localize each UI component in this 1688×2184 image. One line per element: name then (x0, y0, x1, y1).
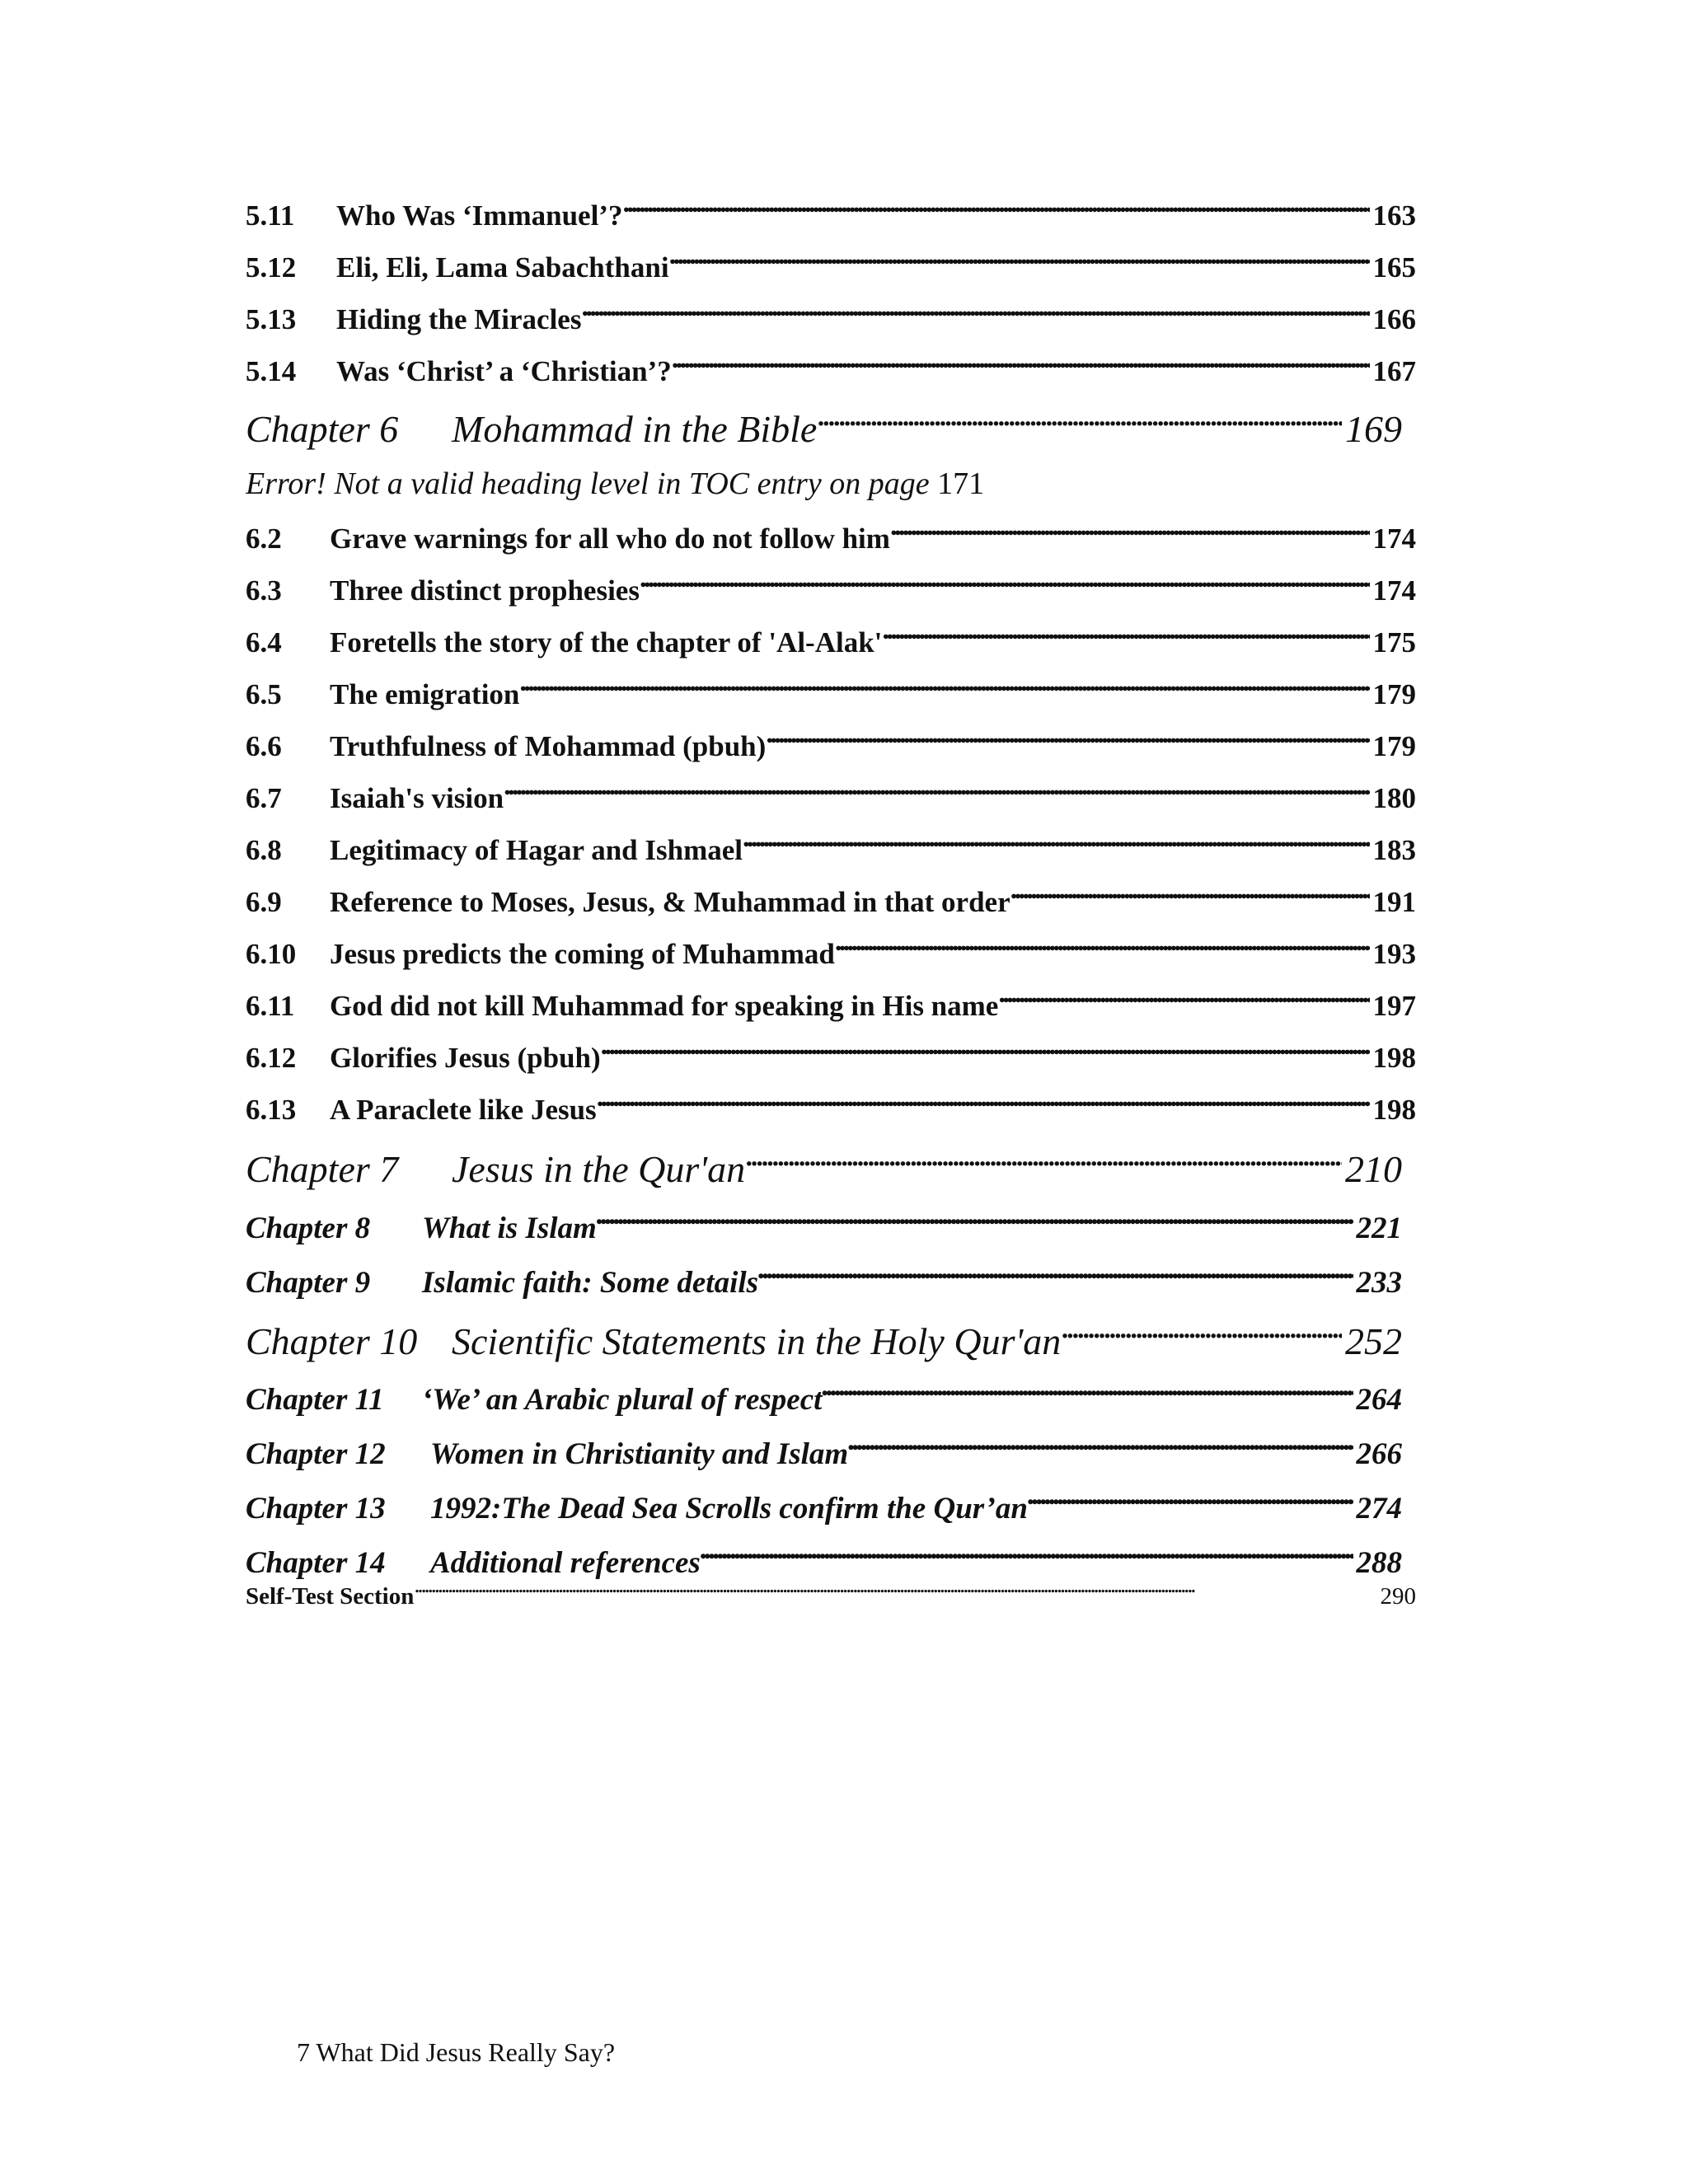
page-number: 197 (1372, 990, 1416, 1022)
dot-leader (758, 1262, 1353, 1292)
toc-entry-5-11[interactable] (246, 196, 1416, 232)
dot-leader (519, 675, 1369, 704)
page-number: 221 (1356, 1212, 1402, 1245)
toc-entry-6-3[interactable] (246, 571, 1416, 607)
dot-leader (1061, 1316, 1342, 1354)
page-number: 198 (1372, 1042, 1416, 1074)
section-number: 5.14 (246, 355, 297, 387)
toc-chapter-12[interactable] (246, 1433, 1402, 1472)
dot-leader (669, 248, 1370, 277)
toc-entry-6-6[interactable] (246, 727, 1416, 763)
toc-entry-6-4[interactable] (246, 623, 1416, 659)
toc-entry-6-7[interactable] (246, 779, 1416, 815)
section-number: 6.5 (246, 678, 282, 710)
toc-entry-6-12[interactable] (246, 1038, 1416, 1075)
toc-chapter-8[interactable] (246, 1207, 1402, 1246)
toc-entry-5-13[interactable] (246, 300, 1416, 336)
chapter-title: Scientific Statements in the Holy Qur'an (452, 1320, 1062, 1362)
dot-leader (1028, 1488, 1353, 1518)
section-title: Glorifies Jesus (pbuh) (330, 1042, 601, 1074)
chapter-title: 1992:The Dead Sea Scrolls confirm the Qur’an (430, 1492, 1028, 1526)
section-title: Three distinct prophesies (330, 574, 640, 607)
section-number: 6.2 (246, 523, 282, 555)
toc-self-test-section[interactable] (246, 1580, 1416, 1610)
section-title: Grave warnings for all who do not follow him (330, 523, 890, 555)
chapter-label: Chapter 8 (246, 1212, 371, 1245)
chapter-title: Islamic faith: Some details (422, 1266, 759, 1300)
page-number: 163 (1372, 199, 1416, 232)
page-number: 180 (1372, 782, 1416, 814)
chapter-title: What is Islam (422, 1212, 597, 1245)
chapter-label: Chapter 6 (246, 408, 399, 450)
page-number: 175 (1372, 626, 1416, 658)
toc-entry-6-11[interactable] (246, 987, 1416, 1023)
section-number: 6.13 (246, 1094, 297, 1126)
page-number: 179 (1372, 730, 1416, 762)
dot-leader (504, 779, 1369, 808)
dot-leader (414, 1580, 1376, 1604)
dot-leader (672, 352, 1370, 381)
toc-chapter-13[interactable] (246, 1488, 1402, 1526)
page-footer: 7 What Did Jesus Really Say? (297, 2037, 616, 2067)
page-number: 183 (1372, 834, 1416, 866)
chapter-label: Chapter 13 (246, 1492, 386, 1526)
section-title: Isaiah's vision (330, 782, 504, 814)
chapter-title: Additional references (430, 1546, 701, 1580)
section-number: 6.6 (246, 730, 282, 762)
page-number: 210 (1345, 1148, 1402, 1190)
dot-leader (622, 196, 1369, 225)
dot-leader (743, 831, 1369, 860)
section-title: Eli, Eli, Lama Sabachthani (336, 251, 669, 284)
toc-error-line (246, 466, 984, 502)
page-number: 252 (1345, 1320, 1402, 1362)
toc-entry-6-13[interactable] (246, 1090, 1416, 1127)
toc-entry-6-5[interactable] (246, 675, 1416, 711)
dot-leader (766, 727, 1369, 756)
chapter-title: Jesus in the Qur'an (452, 1148, 746, 1190)
dot-leader (745, 1144, 1342, 1182)
section-number: 5.13 (246, 303, 297, 335)
toc-entry-6-8[interactable] (246, 831, 1416, 867)
section-title: Legitimacy of Hagar and Ishmael (330, 834, 743, 866)
dot-leader (597, 1090, 1370, 1119)
section-number: 6.11 (246, 990, 295, 1022)
toc-chapter-14[interactable] (246, 1542, 1402, 1581)
section-number: 6.4 (246, 626, 282, 658)
section-title: Was ‘Christ’ a ‘Christian’? (336, 355, 672, 387)
section-title: Truthfulness of Mohammad (pbuh) (330, 730, 767, 762)
dot-leader (998, 987, 1369, 1015)
section-title: A Paraclete like Jesus (330, 1094, 597, 1126)
page-number: 198 (1372, 1094, 1416, 1126)
section-number: 5.12 (246, 251, 297, 284)
page-number: 165 (1372, 251, 1416, 284)
page-number: 233 (1356, 1266, 1402, 1300)
toc-chapter-7[interactable] (246, 1144, 1402, 1191)
section-title: God did not kill Muhammad for speaking in His name (330, 990, 999, 1022)
dot-leader (817, 404, 1342, 442)
dot-leader (640, 571, 1370, 600)
section-title: Jesus predicts the coming of Muhammad (330, 938, 835, 970)
chapter-title: Mohammad in the Bible (452, 408, 818, 450)
section-title: Reference to Moses, Jesus, & Muhammad in that order (330, 886, 1010, 918)
toc-entry-5-14[interactable] (246, 352, 1416, 388)
section-title: Foretells the story of the chapter of 'Al-Alak' (330, 626, 883, 658)
page-number: 169 (1345, 408, 1402, 450)
section-number: 6.7 (246, 782, 282, 814)
error-text: Error! Not a valid heading level in TOC entry on page (246, 466, 930, 501)
page-number: 191 (1372, 886, 1416, 918)
page-number: 174 (1372, 574, 1416, 607)
toc-chapter-9[interactable] (246, 1262, 1402, 1301)
dot-leader (597, 1207, 1353, 1238)
chapter-title: Women in Christianity and Islam (430, 1437, 849, 1471)
chapter-label: Chapter 7 (246, 1148, 399, 1190)
toc-chapter-6[interactable] (246, 404, 1402, 451)
toc-chapter-10[interactable] (246, 1316, 1402, 1363)
section-number: 6.9 (246, 886, 282, 918)
chapter-label: Chapter 12 (246, 1437, 386, 1471)
dot-leader (882, 623, 1369, 652)
chapter-label: Chapter 14 (246, 1546, 386, 1580)
dot-leader (581, 300, 1369, 329)
section-number: 6.3 (246, 574, 282, 607)
page-number: 193 (1372, 938, 1416, 970)
section-number: 6.10 (246, 938, 297, 970)
dot-leader (601, 1038, 1370, 1067)
dot-leader (822, 1379, 1353, 1409)
toc-entry-5-12[interactable] (246, 248, 1416, 284)
self-test-title: Self-Test Section (246, 1583, 415, 1610)
chapter-label: Chapter 10 (246, 1320, 418, 1362)
section-number: 6.12 (246, 1042, 297, 1074)
toc-entry-6-10[interactable] (246, 935, 1416, 971)
error-page-number: 171 (937, 466, 985, 501)
page-number: 166 (1372, 303, 1416, 335)
toc-entry-6-2[interactable] (246, 519, 1416, 555)
section-number: 5.11 (246, 199, 295, 232)
page-number: 179 (1372, 678, 1416, 710)
page-number: 274 (1356, 1492, 1402, 1526)
chapter-label: Chapter 9 (246, 1266, 371, 1300)
dot-leader (1010, 883, 1370, 912)
dot-leader (701, 1542, 1353, 1572)
page-number: 167 (1372, 355, 1416, 387)
toc-entry-6-9[interactable] (246, 883, 1416, 919)
page-number: 266 (1356, 1437, 1402, 1471)
section-title: Hiding the Miracles (336, 303, 582, 335)
section-title: Who Was ‘Immanuel’? (336, 199, 623, 232)
chapter-title: ‘We’ an Arabic plural of respect (422, 1383, 823, 1417)
dot-leader (835, 935, 1370, 963)
dot-leader (890, 519, 1370, 548)
page-number: 174 (1372, 523, 1416, 555)
page-number: 288 (1356, 1546, 1402, 1580)
page-number: 264 (1356, 1383, 1402, 1417)
section-number: 6.8 (246, 834, 282, 866)
chapter-label: Chapter 11 (246, 1383, 384, 1417)
dot-leader (848, 1433, 1353, 1464)
toc-chapter-11[interactable] (246, 1379, 1402, 1418)
page-number: 290 (1380, 1583, 1416, 1610)
section-title: The emigration (330, 678, 520, 710)
